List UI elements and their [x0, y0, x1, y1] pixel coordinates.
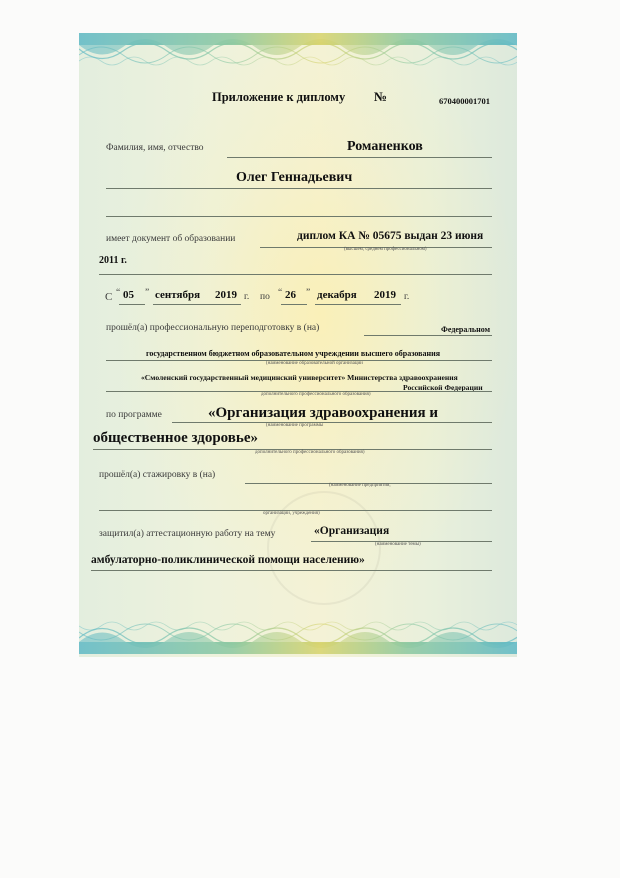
program-label: по программе [106, 410, 162, 420]
period-to-label: по [260, 292, 270, 302]
thesis-value-1: «Организация [314, 525, 390, 537]
diploma-supplement-sheet [79, 33, 517, 657]
from-month: сентября [155, 289, 201, 301]
retraining-caption-1: (наименование образовательной организации [266, 361, 363, 366]
decorative-guilloche-top [79, 33, 517, 71]
surname-value: Романенков [347, 139, 423, 154]
to-year-suffix: г. [404, 292, 410, 302]
program-value-2: общественное здоровье» [93, 430, 258, 446]
diploma-number: 670400001701 [439, 96, 490, 106]
number-sign: № [374, 89, 388, 104]
internship-caption-1: (наименование предприятия, [329, 483, 391, 488]
quote-open-1: “ [116, 288, 121, 298]
from-year-suffix: г. [244, 292, 250, 302]
name-patronymic-value: Олег Геннадьевич [236, 170, 353, 185]
from-day: 05 [123, 289, 134, 301]
program-value-1: «Организация здравоохранения и [208, 405, 439, 421]
thesis-value-2: амбулаторно-поликлинической помощи населению» [91, 554, 365, 566]
retraining-caption-2: дополнительного профессионального образования) [261, 392, 371, 397]
retraining-label: прошёл(а) профессиональную переподготовку в (на) [106, 323, 320, 333]
thesis-label: защитил(а) аттестационную работу на тему [99, 529, 276, 539]
quote-open-2: “ [278, 288, 283, 298]
edu-doc-value: диплом КА № 05675 выдан 23 июня [297, 230, 484, 242]
period-from-label: С [105, 291, 113, 303]
retraining-value-2: государственном бюджетном образовательном учреждении высшего образования [146, 349, 441, 358]
decorative-guilloche-bottom [79, 616, 517, 654]
quote-close-1: ” [145, 288, 150, 298]
internship-caption-2: организации, учреждения) [263, 511, 320, 516]
internship-label: прошёл(а) стажировку в (на) [99, 470, 216, 480]
edu-doc-year: 2011 г. [99, 255, 127, 266]
to-day: 26 [285, 289, 296, 301]
retraining-value-4: Российской Федерации [403, 383, 483, 392]
retraining-value-1: Федеральном [441, 325, 491, 334]
faint-stamp-mark [267, 491, 381, 605]
to-month: декабря [317, 289, 357, 301]
document-title: Приложение к диплому [212, 90, 346, 104]
thesis-caption: (наименование темы) [375, 542, 421, 547]
program-caption-2: дополнительного профессионального образования) [255, 450, 365, 455]
retraining-value-3: «Смоленский государственный медицинский университет» Министерства здравоохранения [141, 373, 458, 382]
to-year: 2019 [374, 289, 396, 301]
edu-doc-caption: (высшем, среднем профессиональном) [344, 247, 427, 252]
edu-doc-label: имеет документ об образовании [106, 234, 236, 244]
fio-label: Фамилия, имя, отчество [106, 143, 204, 153]
from-year: 2019 [215, 289, 237, 301]
quote-close-2: ” [306, 288, 311, 298]
program-caption-1: (наименование программы [266, 423, 324, 428]
